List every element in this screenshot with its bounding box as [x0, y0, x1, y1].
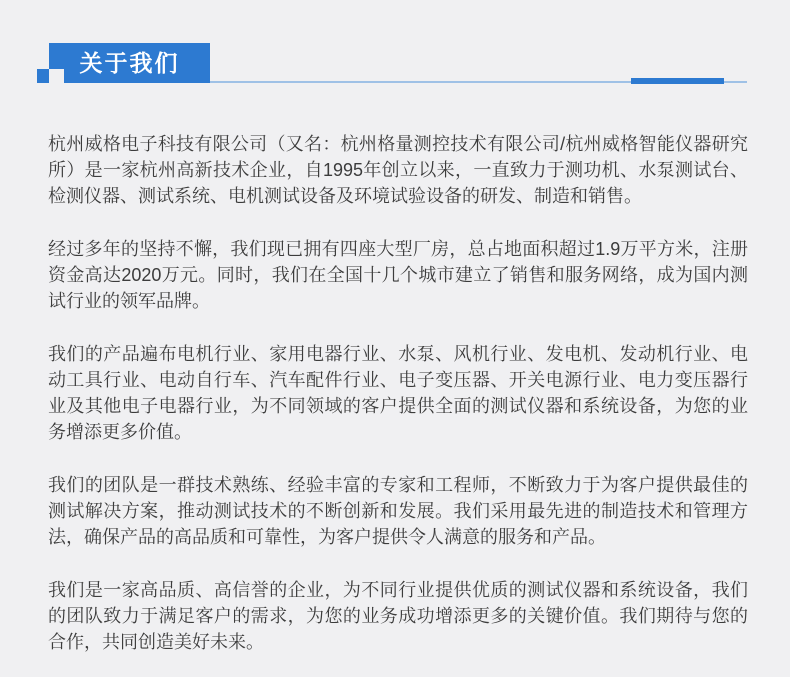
- about-paragraph-team: 我们的团队是一群技术熟练、经验丰富的专家和工程师，不断致力于为客户提供最佳的测试解决方案，推动测试技术的不断创新和发展。我们采用最先进的制造技术和管理方法，确保产品的高品质和可靠性，为客户提供令人满意的服务和产品。: [48, 475, 748, 547]
- about-paragraph-company-intro: 杭州威格电子科技有限公司（又名：杭州格量测控技术有限公司/杭州威格智能仪器研究所）是一家杭州高新技术企业，自1995年创立以来，一直致力于测功机、水泵测试台、检测仪器、测试系统、电机测试设备及环境试验设备的研发、制造和销售。: [48, 134, 748, 206]
- about-paragraph-facilities: 经过多年的坚持不懈，我们现已拥有四座大型厂房，总占地面积超过1.9万平方米，注册资金高达2020万元。同时，我们在全国十几个城市建立了销售和服务网络，成为国内测试行业的领军品牌。: [48, 239, 748, 311]
- about-text-block: [48, 131, 748, 655]
- section-title-badge: [49, 43, 210, 83]
- divider-accent-bar: [631, 78, 724, 84]
- badge-corner-notch-decoration: [49, 69, 64, 83]
- about-paragraph-promise: 我们是一家高品质、高信誉的企业，为不同行业提供优质的测试仪器和系统设备，我们的团队致力于满足客户的需求，为您的业务成功增添更多的关键价值。我们期待与您的合作，共同创造美好未来。: [48, 580, 748, 652]
- about-paragraph-products: 我们的产品遍布电机行业、家用电器行业、水泵、风机行业、发电机、发动机行业、电动工具行业、电动自行车、汽车配件行业、电子变压器、开关电源行业、电力变压器行业及其他电子电器行业，为不同领域的客户提供全面的测试仪器和系统设备，为您的业务增添更多价值。: [48, 344, 748, 442]
- section-title: 关于我们: [79, 50, 180, 76]
